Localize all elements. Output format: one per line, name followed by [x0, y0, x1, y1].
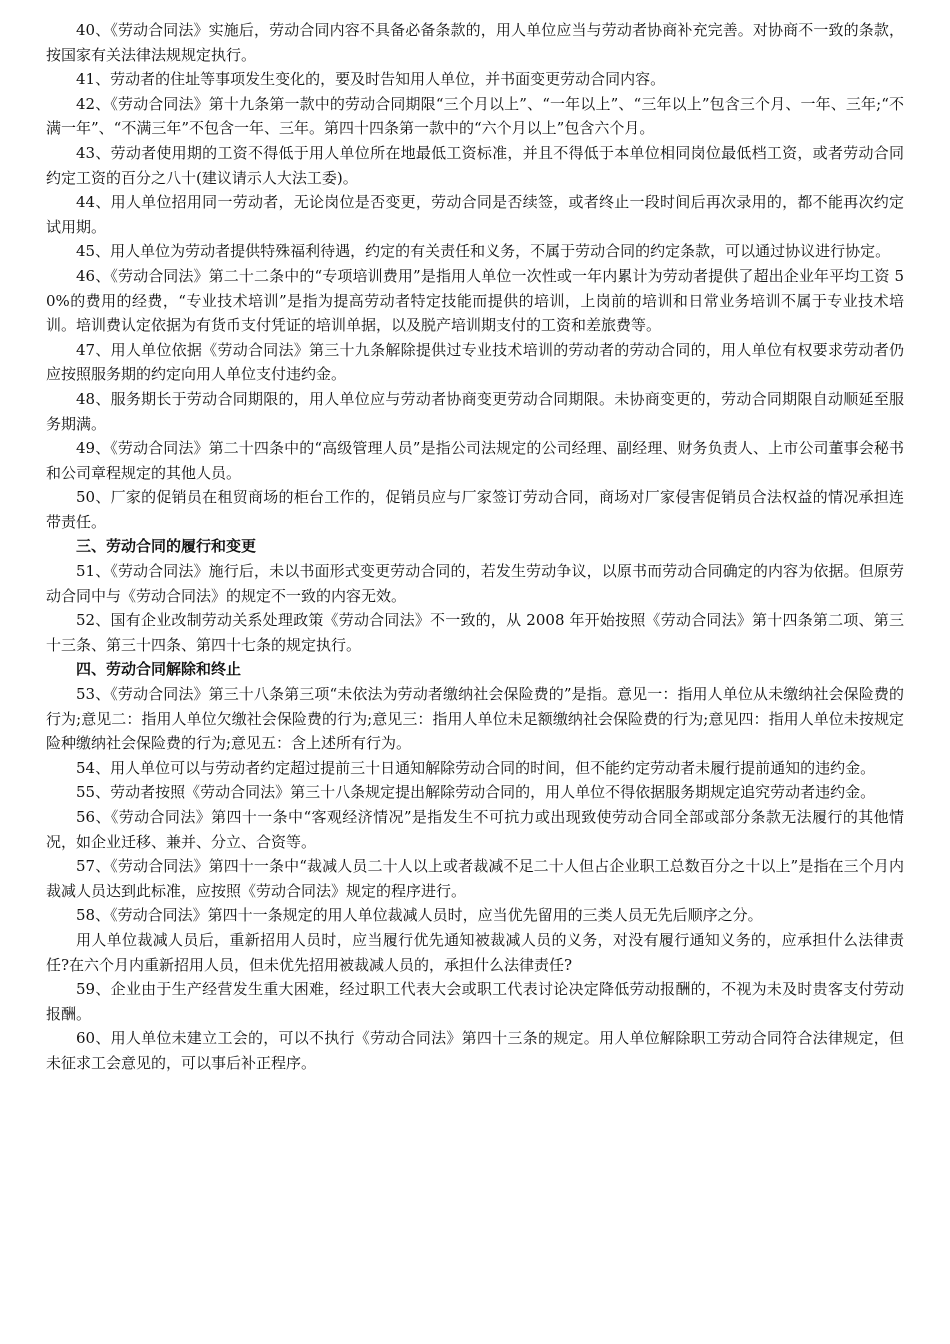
clause-50: 50、厂家的促销员在租贸商场的柜台工作的，促销员应与厂家签订劳动合同，商场对厂家侵害促销员合法权益的情况承担连带责任。 [46, 488, 904, 531]
clause-49: 49、《劳动合同法》第二十四条中的“高级管理人员”是指公司法规定的公司经理、副经理、财务负责人、上市公司董事会秘书和公司章程规定的其他人员。 [46, 439, 904, 482]
clause-54: 54、用人单位可以与劳动者约定超过提前三十日通知解除劳动合同的时间，但不能约定劳动者未履行提前通知的违约金。 [76, 758, 876, 777]
clause-51: 51、《劳动合同法》施行后，未以书面形式变更劳动合同的，若发生劳动争议，以原书而劳动合同确定的内容为依据。但原劳动合同中与《劳动合同法》的规定不一致的内容无效。 [46, 562, 904, 605]
clause-43: 43、劳动者使用期的工资不得低于用人单位所在地最低工资标准，并且不得低于本单位相同岗位最低档工资，或者劳动合同约定工资的百分之八十(建议请示人大法工委)。 [46, 143, 904, 187]
clause-58: 58、《劳动合同法》第四十一条规定的用人单位裁减人员时，应当优先留用的三类人员无先后顺序之分。 [76, 906, 763, 925]
clause-59: 59、企业由于生产经营发生重大困难，经过职工代表大会或职工代表讨论决定降低劳动报酬的，不视为未及时贵客支付劳动报酬。 [46, 980, 904, 1023]
clause-47: 47、用人单位依据《劳动合同法》第三十九条解除提供过专业技术培训的劳动者的劳动合同的，用人单位有权要求劳动者仍应按照服务期的约定向用人单位支付违约金。 [46, 340, 904, 384]
clause-40: 40、《劳动合同法》实施后，劳动合同内容不具备必备条款的，用人单位应当与劳动者协商补充完善。对协商不一致的条款，按国家有关法律法规规定执行。 [46, 21, 904, 64]
clause-56: 56、《劳动合同法》第四十一条中“客观经济情况”是指发生不可抗力或出现致使劳动合同全部或部分条款无法履行的其他情况，如企业迁移、兼并、分立、合资等。 [46, 808, 904, 851]
clause-57: 57、《劳动合同法》第四十一条中“裁减人员二十人以上或者裁减不足二十人但占企业职工总数百分之十以上”是指在三个月内裁减人员达到此标准，应按照《劳动合同法》规定的程序进行。 [46, 857, 904, 900]
clause-53: 53、《劳动合同法》第三十八条第三项“未依法为劳动者缴纳社会保险费的”是指。意见一：指用人单位从未缴纳社会保险费的行为;意见二：指用人单位欠缴社会保险费的行为;意见三：指用人单位未足额缴纳社会保险费的行为;意见四：指用人单位未按规定险种缴纳社会保险费的行为;意见五：含上述所有行为。 [46, 685, 904, 753]
clause-55: 55、劳动者按照《劳动合同法》第三十八条规定提出解除劳动合同的，用人单位不得依据服务期规定追究劳动者违约金。 [76, 783, 876, 802]
clause-42: 42、《劳动合同法》第十九条第一款中的劳动合同期限“三个月以上”、“一年以上”、“三年以上”包含三个月、一年、三年;“不满一年”、“不满三年”不包含一年、三年。第四十四条第一款中的“六个月以上”包含六个月。 [46, 94, 904, 138]
section-heading-termination: 四、劳动合同解除和终止 [76, 660, 242, 679]
clause-41: 41、劳动者的住址等事项发生变化的，要及时告知用人单位，并书面变更劳动合同内容。 [76, 70, 666, 89]
clause-48: 48、服务期长于劳动合同期限的，用人单位应与劳动者协商变更劳动合同期限。未协商变更的，劳动合同期限自动顺延至服务期满。 [46, 389, 904, 433]
clause-44: 44、用人单位招用同一劳动者，无论岗位是否变更，劳动合同是否续签，或者终止一段时间后再次录用的，都不能再次约定试用期。 [46, 193, 904, 236]
clause-60: 60、用人单位未建立工会的，可以不执行《劳动合同法》第四十三条的规定。用人单位解除职工劳动合同符合法律规定，但未征求工会意见的，可以事后补正程序。 [46, 1029, 904, 1072]
clause-46: 46、《劳动合同法》第二十二条中的“专项培训费用”是指用人单位一次性或一年内累计为劳动者提供了超出企业年平均工资 50%的费用的经费，“专业技术培训”是指为提高劳动者特定技能而提供的培训，上岗前的培训和日常业务培训不属于专业技术培训。培训费认定依据为有货币支付凭证的培训单据，以及脱产培训期支付的工资和差旅费等。 [46, 266, 904, 335]
clause-52: 52、国有企业改制劳动关系处理政策《劳动合同法》不一致的，从 2008 年开始按照《劳动合同法》第十四条第二项、第三十三条、第三十四条、第四十七条的规定执行。 [46, 611, 904, 654]
section-heading-performance-change: 三、劳动合同的履行和变更 [76, 537, 257, 556]
clause-45: 45、用人单位为劳动者提供特殊福利待遇，约定的有关责任和义务，不属于劳动合同的约定条款，可以通过协议进行协定。 [76, 242, 891, 261]
clause-58-followup: 用人单位裁减人员后，重新招用人员时，应当履行优先通知被裁减人员的义务，对没有履行通知义务的，应承担什么法律责任?在六个月内重新招用人员，但未优先招用被裁减人员的，承担什么法律责任? [46, 930, 904, 974]
